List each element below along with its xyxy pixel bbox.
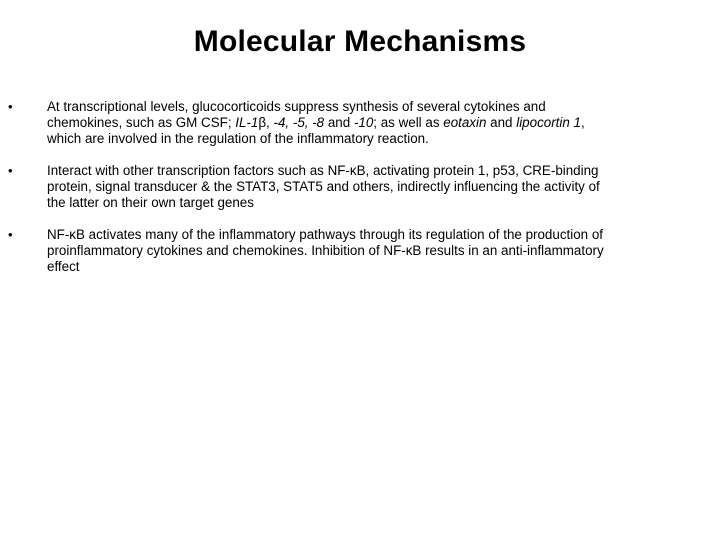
- italic-segment: IL-1: [235, 115, 259, 130]
- bullet-text: [47, 99, 585, 146]
- italic-segment: -10: [353, 115, 374, 130]
- text-segment: Interact with other transcription factors such as NF-κB, activating protein 1, p53, CRE-binding protein, signal transducer & the STAT3, STAT5 and others, indirectly influencing the activity of the latter on their own target genes: [47, 163, 600, 210]
- bullet-marker: •: [8, 227, 13, 242]
- bullet-item: [0, 227, 720, 275]
- text-segment: NF-κB activates many of the inflammatory pathways through its regulation of the production of proinflammatory cytokines and chemokines. Inhibition of NF-κB results in an anti-inflammatory effect: [47, 227, 604, 274]
- text-segment: and: [324, 115, 354, 130]
- italic-segment: lipocortin 1: [516, 115, 581, 130]
- text-segment: , which are involved in the regulation of the inflammatory reaction.: [47, 115, 585, 146]
- italic-segment: eotaxin: [443, 115, 487, 130]
- italic-segment: -4, -5, -8: [273, 115, 325, 130]
- slide-title: Molecular Mechanisms: [193, 25, 527, 58]
- text-segment: At transcriptional levels, glucocorticoids suppress synthesis of several cytokines and chemokines, such as GM CSF;: [47, 99, 546, 130]
- bullet-text: [47, 163, 600, 210]
- bullet-text: [47, 227, 604, 274]
- bullet-list: [0, 99, 720, 291]
- text-segment: and: [486, 115, 517, 130]
- bullet-item: [0, 99, 720, 147]
- text-segment: ; as well as: [373, 115, 444, 130]
- bullet-item: [0, 163, 720, 211]
- bullet-marker: •: [8, 99, 13, 114]
- text-segment: β,: [258, 115, 274, 130]
- bullet-marker: •: [8, 163, 13, 178]
